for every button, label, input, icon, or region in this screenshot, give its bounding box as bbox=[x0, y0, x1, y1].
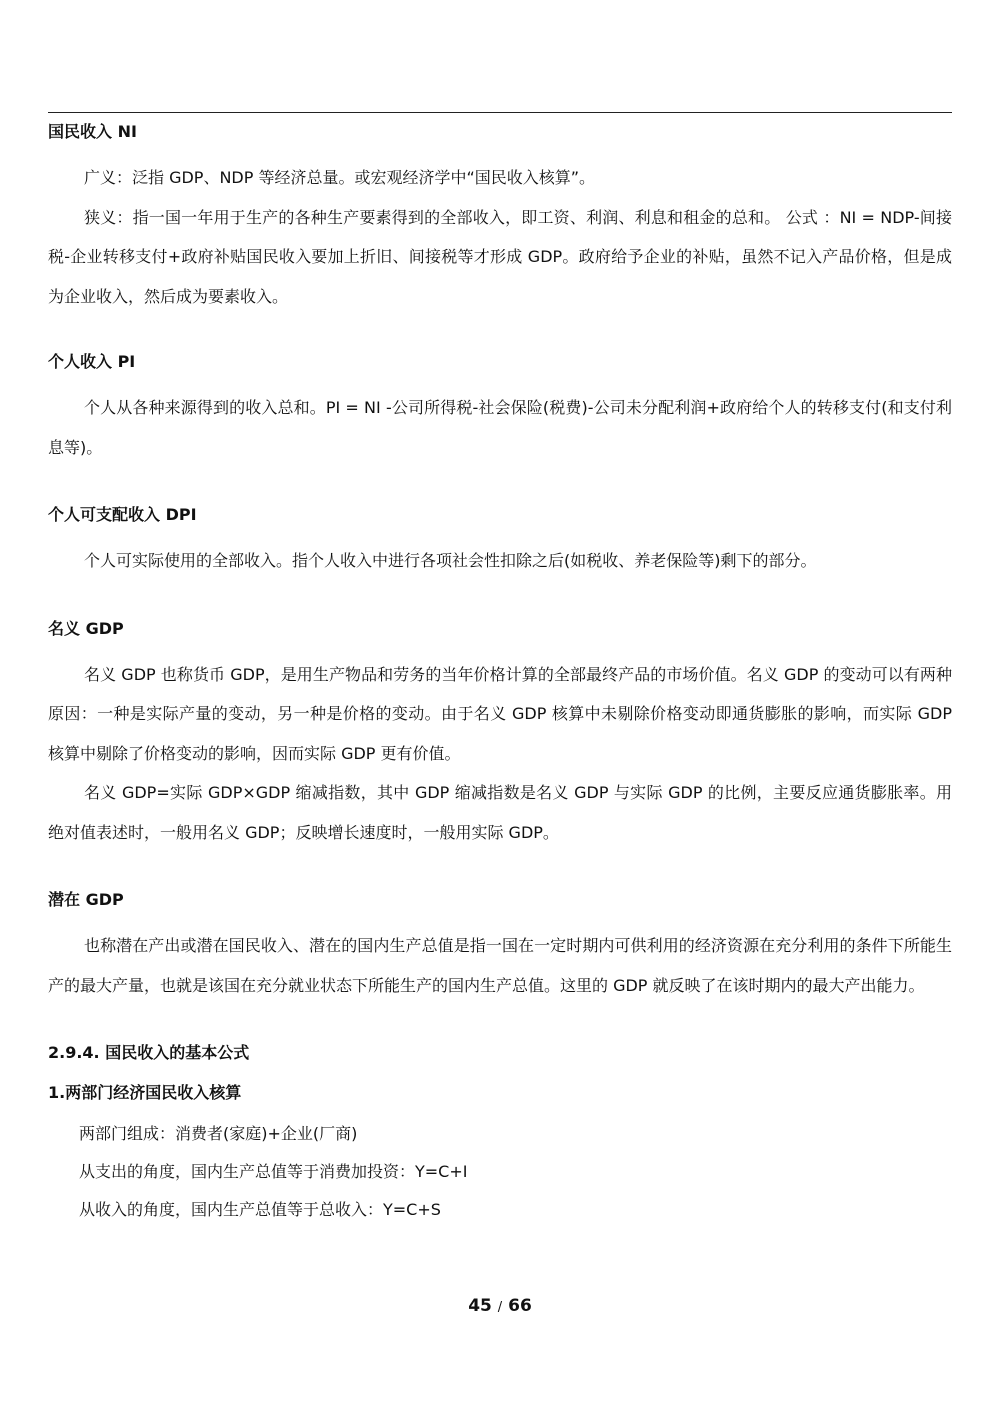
page-number bbox=[0, 1296, 1000, 1316]
paragraph: 个人从各种来源得到的收入总和。PI = NI -公司所得税-社会保险(税费)-公司未分配利润+政府给个人的转移支付(和支付利息等)。 bbox=[48, 398, 952, 457]
section-nominal-gdp bbox=[48, 615, 952, 853]
section-dpi bbox=[48, 501, 952, 581]
formula-subheading: 1.两部门经济国民收入核算 bbox=[48, 1083, 242, 1102]
section-basic-formulas bbox=[48, 1039, 952, 1229]
paragraph: 广义：泛指 GDP、NDP 等经济总量。或宏观经济学中“国民收入核算”。 bbox=[84, 168, 596, 187]
formula-section-heading: 2.9.4. 国民收入的基本公式 bbox=[48, 1043, 250, 1062]
formula-line: 从支出的角度，国内生产总值等于消费加投资：Y=C+I bbox=[79, 1162, 468, 1181]
paragraph: 名义 GDP=实际 GDP×GDP 缩减指数，其中 GDP 缩减指数是名义 GDP 与实际 GDP 的比例，主要反应通货膨胀率。用绝对值表述时，一般用名义 GDP；反映增长速度时，一般用实际 GDP。 bbox=[48, 783, 952, 842]
section-heading: 潜在 GDP bbox=[48, 890, 124, 909]
section-potential-gdp bbox=[48, 886, 952, 1005]
section-heading: 个人可支配收入 DPI bbox=[48, 505, 197, 524]
section-heading: 个人收入 PI bbox=[48, 352, 136, 371]
section-heading: 国民收入 NI bbox=[48, 122, 137, 141]
header-rule bbox=[48, 112, 952, 113]
page-separator: / bbox=[497, 1300, 503, 1315]
document-body bbox=[48, 118, 952, 1229]
total-pages: 66 bbox=[508, 1296, 532, 1316]
paragraph: 也称潜在产出或潜在国民收入、潜在的国内生产总值是指一国在一定时期内可供利用的经济资源在充分利用的条件下所能生产的最大产量，也就是该国在充分就业状态下所能生产的国内生产总值。这里的 GDP 就反映了在该时期内的最大产出能力。 bbox=[48, 936, 952, 995]
paragraph: 狭义：指一国一年用于生产的各种生产要素得到的全部收入，即工资、利润、利息和租金的总和。 公式 ：NI = NDP-间接税-企业转移支付+政府补贴国民收入要加上折旧、间接税等才形成 GDP。政府给予企业的补贴，虽然不记入产品价格，但是成为企业收入，然后成为要素收入。 bbox=[48, 207, 952, 306]
section-heading: 名义 GDP bbox=[48, 618, 124, 638]
formula-line: 从收入的角度，国内生产总值等于总收入：Y=C+S bbox=[79, 1200, 441, 1219]
current-page: 45 bbox=[468, 1296, 492, 1316]
section-pi bbox=[48, 348, 952, 467]
paragraph: 名义 GDP 也称货币 GDP，是用生产物品和劳务的当年价格计算的全部最终产品的市场价值。名义 GDP 的变动可以有两种原因：一种是实际产量的变动，另一种是价格的变动。由于名义 GDP 核算中未剔除价格变动即通货膨胀的影响，而实际 GDP 核算中剔除了价格变动的影响，因而实际 GDP 更有价值。 bbox=[48, 664, 952, 763]
paragraph: 个人可实际使用的全部收入。指个人收入中进行各项社会性扣除之后(如税收、养老保险等)剩下的部分。 bbox=[84, 551, 817, 570]
formula-line: 两部门组成：消费者(家庭)+企业(厂商) bbox=[79, 1124, 358, 1143]
section-ni bbox=[48, 118, 952, 316]
